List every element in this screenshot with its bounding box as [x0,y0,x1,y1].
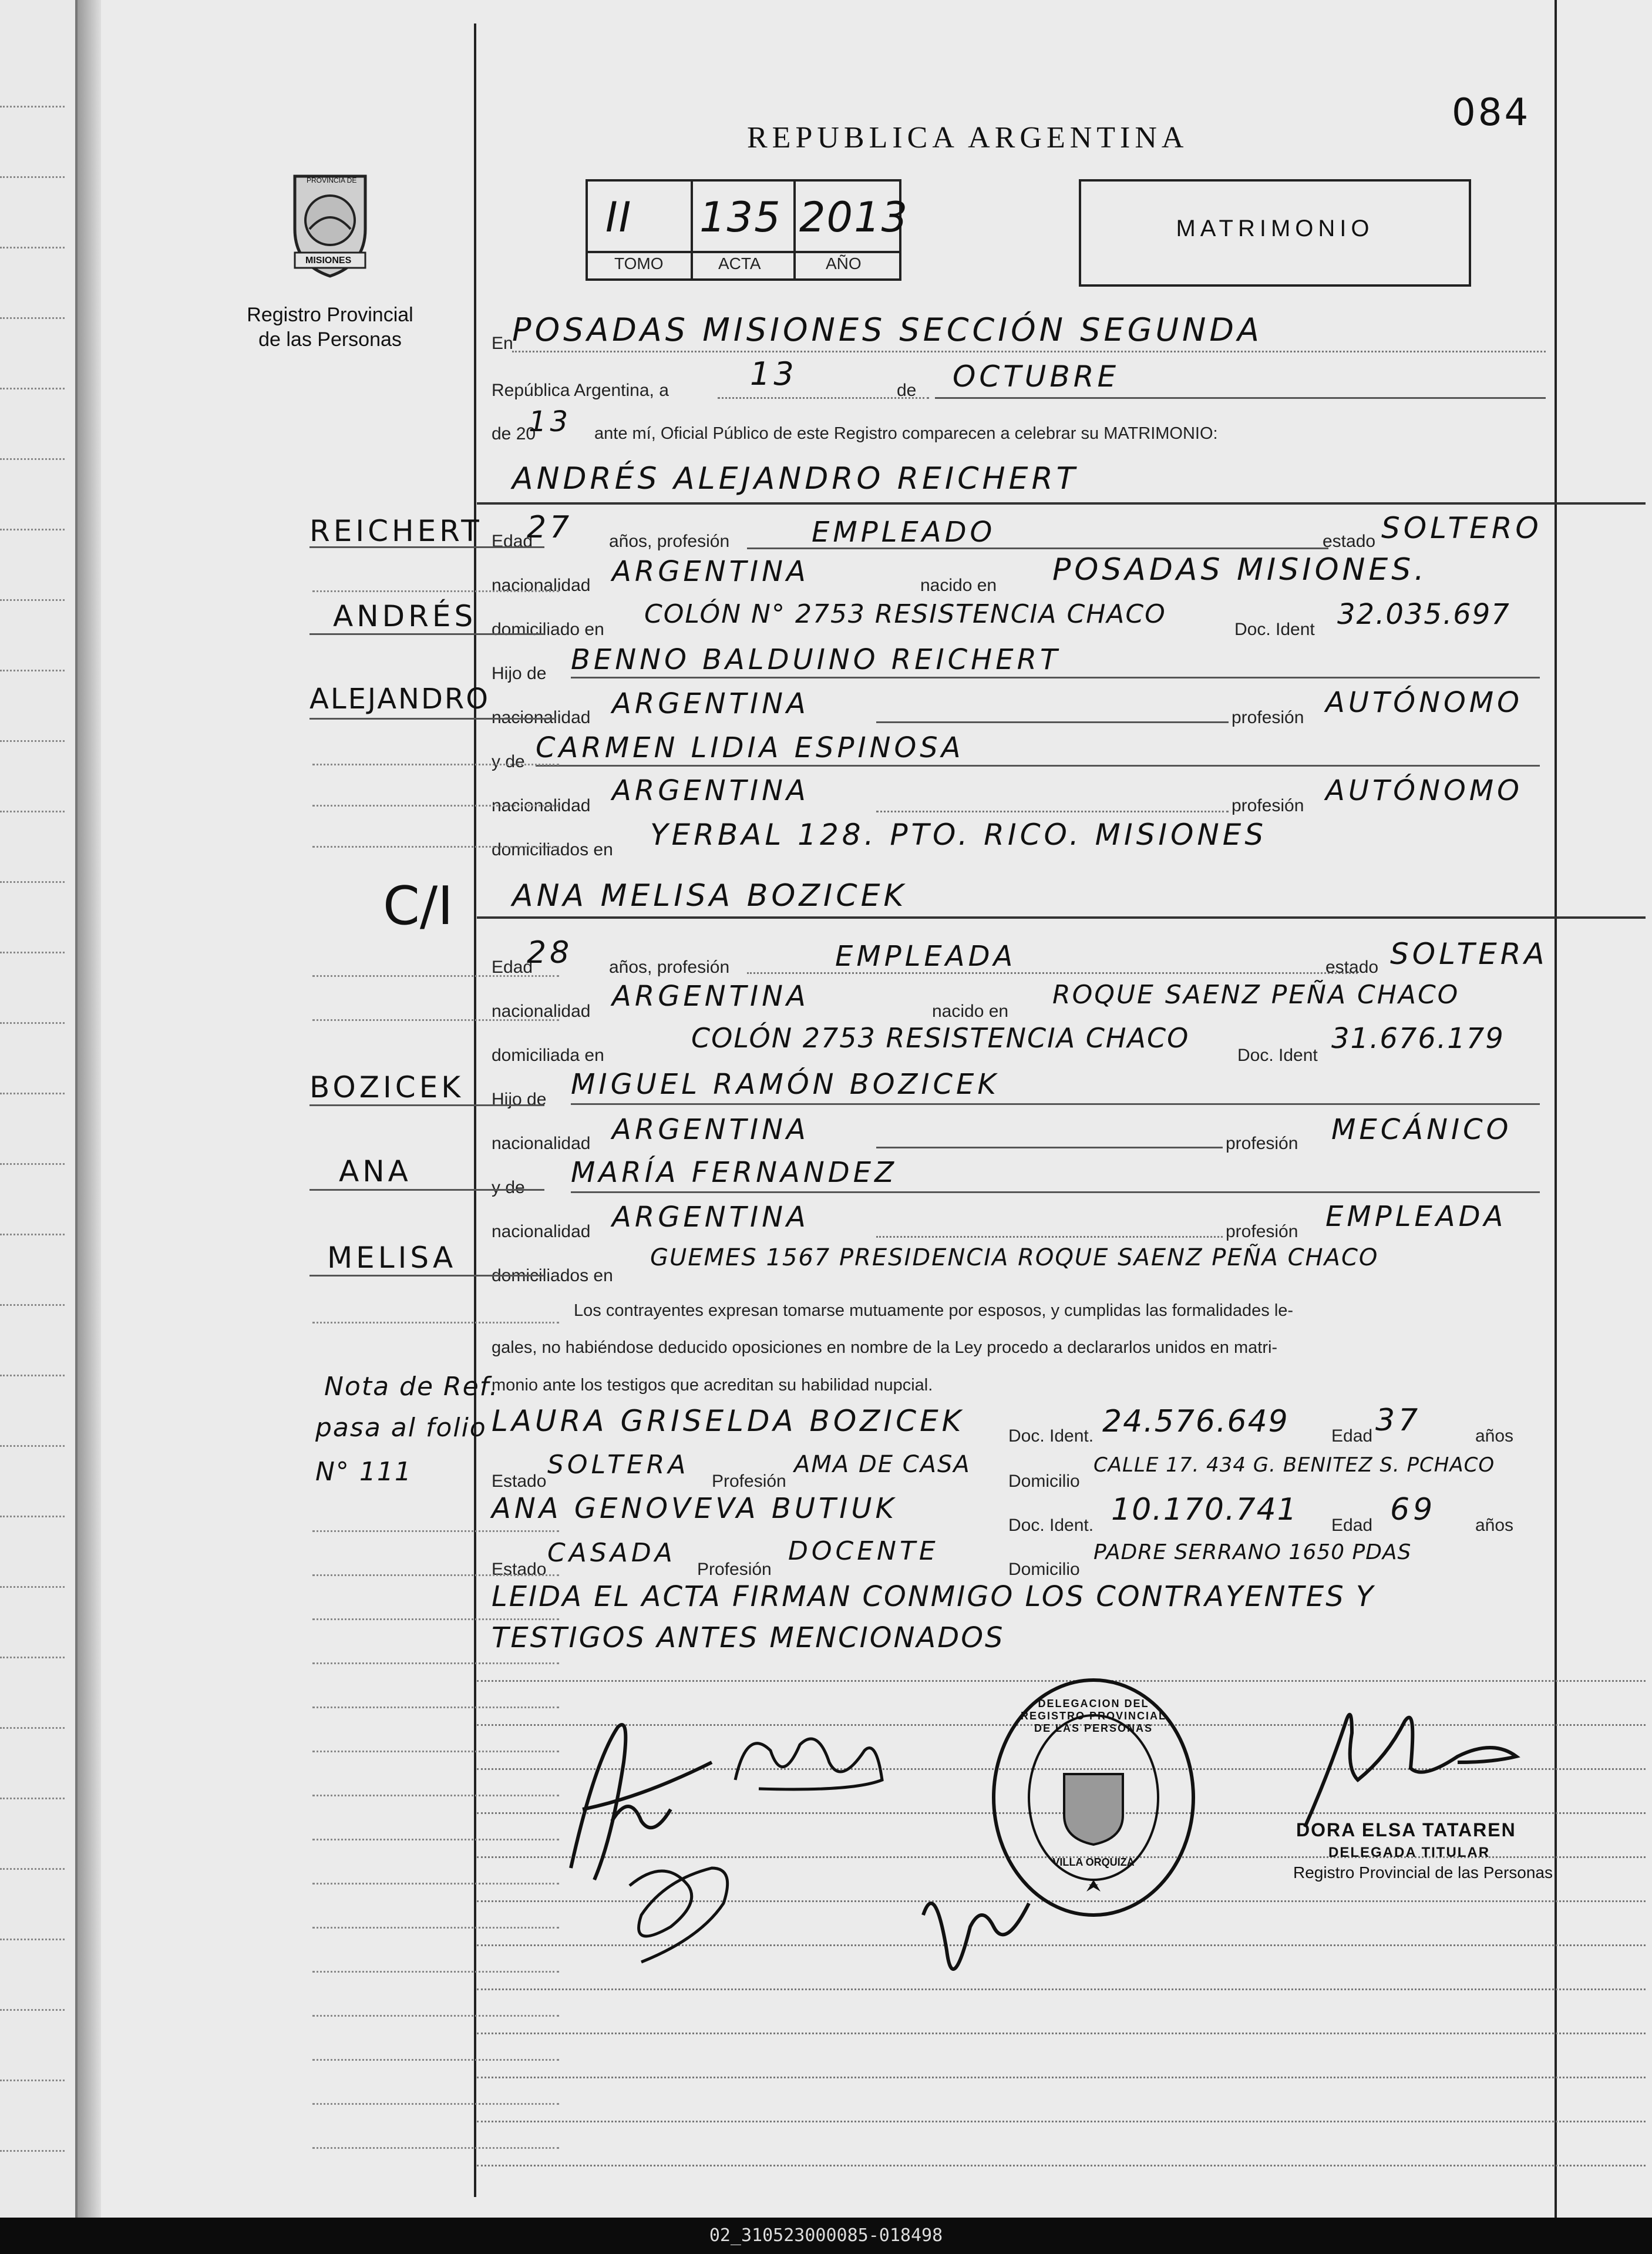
margin-rule [474,23,476,2197]
bride-father-label: Hijo de [492,1090,547,1109]
book-gutter [78,0,101,2218]
witness1-name: LAURA GRISELDA BOZICEK [492,1404,965,1438]
provincial-seal [283,164,377,282]
witness1-years-label: años [1475,1426,1514,1446]
witness2-address: PADRE SERRANO 1650 PDAS [1094,1540,1412,1564]
groom-father-profession-label: profesión [1232,708,1304,727]
de-label: de [897,381,917,400]
groom-nationality: ARGENTINA [612,555,809,588]
witness2-doc: 10.170.741 [1111,1492,1298,1527]
bride-doc: 31.676.179 [1331,1022,1505,1055]
declaration-line-3: monio ante los testigos que acreditan su habilidad nupcial. [492,1376,933,1395]
groom-doc-label: Doc. Ident [1234,620,1315,639]
groom-mother-nationality: ARGENTINA [612,774,809,807]
margin-bride-surname: BOZICEK [309,1070,465,1104]
act-type-box [1079,179,1471,287]
witness2-age: 69 [1390,1492,1436,1527]
witness2-name: ANA GENOVEVA BUTIUK [492,1492,898,1525]
bride-father: MIGUEL RAMÓN BOZICEK [571,1068,1000,1101]
bride-profession: EMPLEADA [835,940,1017,973]
bride-address: COLÓN 2753 RESISTENCIA CHACO [691,1022,1190,1054]
groom-mother-profession-label: profesión [1232,796,1304,815]
bride-birthplace: ROQUE SAENZ PEÑA CHACO [1052,980,1460,1010]
bride-father-profession-label: profesión [1226,1134,1298,1153]
witness2-status: CASADA [547,1538,676,1568]
bride-mother-profession-label: profesión [1226,1222,1298,1241]
stamp-city: VILLA ORQUIZA [1052,1856,1135,1868]
groom-address: COLÓN N° 2753 RESISTENCIA CHACO [644,599,1166,629]
groom-father-nationality-label: nacionalidad [492,708,591,727]
tomo-label: TOMO [614,254,664,273]
bride-parents-address-label: domiciliados en [492,1266,613,1285]
groom-mother: CARMEN LIDIA ESPINOSA [536,731,964,764]
groom-doc: 32.035.697 [1337,598,1510,631]
bride-name: ANA MELISA BOZICEK [512,878,907,913]
bride-nationality: ARGENTINA [612,980,809,1013]
margin-groom-surname: REICHERT [309,514,483,548]
official-office: Registro Provincial de las Personas [1293,1863,1553,1882]
witness1-age-label: Edad [1331,1426,1373,1446]
groom-mother-label: y de [492,752,525,771]
bride-mother: MARÍA FERNANDEZ [571,1156,897,1189]
groom-birthplace: POSADAS MISIONES. [1052,552,1428,587]
bride-father-nationality-label: nacionalidad [492,1134,591,1153]
register-page [101,0,1652,2218]
margin-note-3: N° 111 [315,1457,412,1487]
en-label: En [492,334,513,353]
witness1-age: 37 [1375,1403,1422,1438]
bride-mother-profession: EMPLEADA [1325,1200,1507,1233]
margin-groom-first: ANDRÉS [333,599,477,633]
margin-bride-second: MELISA [327,1241,457,1275]
witness2-status-label: Estado [492,1560,547,1579]
groom-profession-label: años, profesión [609,532,730,551]
closing-line-1: LEIDA EL ACTA FIRMAN CONMIGO LOS CONTRAYENTES Y [492,1580,1375,1613]
declaration-line-1: Los contrayentes expresan tomarse mutuamente por esposos, y cumplidas las formalidades le- [574,1301,1294,1320]
groom-mother-nationality-label: nacionalidad [492,796,591,815]
anio-value: 2013 [799,193,909,241]
witness2-doc-label: Doc. Ident. [1008,1516,1094,1535]
bride-profession-label: años, profesión [609,958,730,977]
margin-groom-second: ALEJANDRO [309,683,490,715]
witness2-address-label: Domicilio [1008,1560,1080,1579]
witness2-age-label: Edad [1331,1516,1373,1535]
groom-birthplace-label: nacido en [920,576,997,595]
witness1-profession-label: Profesión [712,1472,786,1491]
bride-mother-label: y de [492,1178,525,1197]
margin-bride-first: ANA [339,1154,412,1188]
witness1-address: CALLE 17. 434 G. BENITEZ S. PCHACO [1094,1453,1495,1477]
margin-note-2: pasa al folio [315,1413,487,1443]
bride-father-nationality: ARGENTINA [612,1113,809,1146]
stamp-ring-text: DELEGACION DEL REGISTRO PROVINCIAL DE LAS PERSONAS [1020,1698,1166,1734]
witness1-status-label: Estado [492,1472,547,1491]
margin-note-1: Nota de Ref. [324,1372,499,1402]
bride-birthplace-label: nacido en [932,1002,1009,1021]
witness1-address-label: Domicilio [1008,1472,1080,1491]
witness2-years-label: años [1475,1516,1514,1535]
official-title: DELEGADA TITULAR [1328,1845,1490,1860]
groom-father: BENNO BALDUINO REICHERT [571,643,1061,676]
groom-status-label: estado [1323,532,1376,551]
bride-mother-nationality: ARGENTINA [612,1201,809,1234]
bride-status: SOLTERA [1390,937,1548,971]
bride-status-label: estado [1325,958,1379,977]
groom-nationality-label: nacionalidad [492,576,591,595]
bride-address-label: domiciliada en [492,1046,604,1065]
groom-age-label: Edad [492,532,533,551]
act-day: 13 [750,355,798,392]
act-type-label: MATRIMONIO [1176,216,1374,241]
groom-name: ANDRÉS ALEJANDRO REICHERT [512,461,1079,496]
folio-number: 084 [1452,91,1531,135]
groom-profession: EMPLEADO [812,516,996,549]
groom-mother-profession: AUTÓNOMO [1325,774,1523,807]
seal-banner-text: MISIONES [305,256,352,266]
official-name: DORA ELSA TATAREN [1296,1819,1516,1840]
groom-father-nationality: ARGENTINA [612,687,809,720]
act-year: 13 [529,405,572,438]
acta-label: ACTA [718,254,761,273]
groom-address-label: domiciliado en [492,620,604,639]
groom-father-profession: AUTÓNOMO [1325,686,1523,719]
witness1-status: SOLTERA [547,1450,689,1480]
groom-age: 27 [527,510,573,545]
republica-label: República Argentina, a [492,381,669,400]
bride-nationality-label: nacionalidad [492,1002,591,1021]
image-id-footer: 02_310523000085-018498 [0,2218,1652,2254]
appear-text: ante mí, Oficial Público de este Registro comparecen a celebrar su MATRIMONIO: [594,424,1218,443]
groom-father-label: Hijo de [492,664,547,683]
seal-ring-text: PROVINCIA DE [307,176,357,184]
anio-label: AÑO [826,254,862,273]
witness2-profession-label: Profesión [697,1560,772,1579]
right-rule [1555,0,1557,2218]
bride-age: 28 [527,935,573,970]
bride-mother-nationality-label: nacionalidad [492,1222,591,1241]
registry-line-2: de las Personas [258,328,402,351]
acta-value: 135 [699,193,782,241]
groom-parents-address-label: domiciliados en [492,840,613,859]
act-place: POSADAS MISIONES SECCIÓN SEGUNDA [512,311,1263,348]
year-prefix: de 20 [492,424,536,444]
groom-parents-address: YERBAL 128. PTO. RICO. MISIONES [650,818,1267,852]
country-title: REPUBLICA ARGENTINA [747,121,1189,154]
registry-name [242,303,418,352]
witness1-profession: AMA DE CASA [794,1451,971,1478]
witness1-doc-label: Doc. Ident. [1008,1426,1094,1446]
registry-stamp [988,1674,1199,1921]
previous-page-edge [0,0,78,2218]
tomo-value: II [605,193,632,241]
act-number-box [586,179,909,281]
declaration-line-2: gales, no habiéndose deducido oposiciones en nombre de la Ley procedo a declararlos unidos en matri- [492,1338,1278,1357]
bride-age-label: Edad [492,958,533,977]
registry-line-1: Registro Provincial [247,304,413,326]
margin-mark: C/I [383,875,453,937]
closing-line-2: TESTIGOS ANTES MENCIONADOS [492,1621,1005,1654]
bride-father-profession: MECÁNICO [1331,1113,1512,1146]
witness1-doc: 24.576.649 [1102,1404,1289,1439]
bride-doc-label: Doc. Ident [1237,1046,1318,1065]
bride-parents-address: GUEMES 1567 PRESIDENCIA ROQUE SAENZ PEÑA CHACO [650,1244,1379,1271]
groom-status: SOLTERO [1381,511,1542,545]
official-signature [1246,1686,1575,1839]
witness2-profession: DOCENTE [788,1536,939,1566]
act-month: OCTUBRE [953,360,1120,394]
